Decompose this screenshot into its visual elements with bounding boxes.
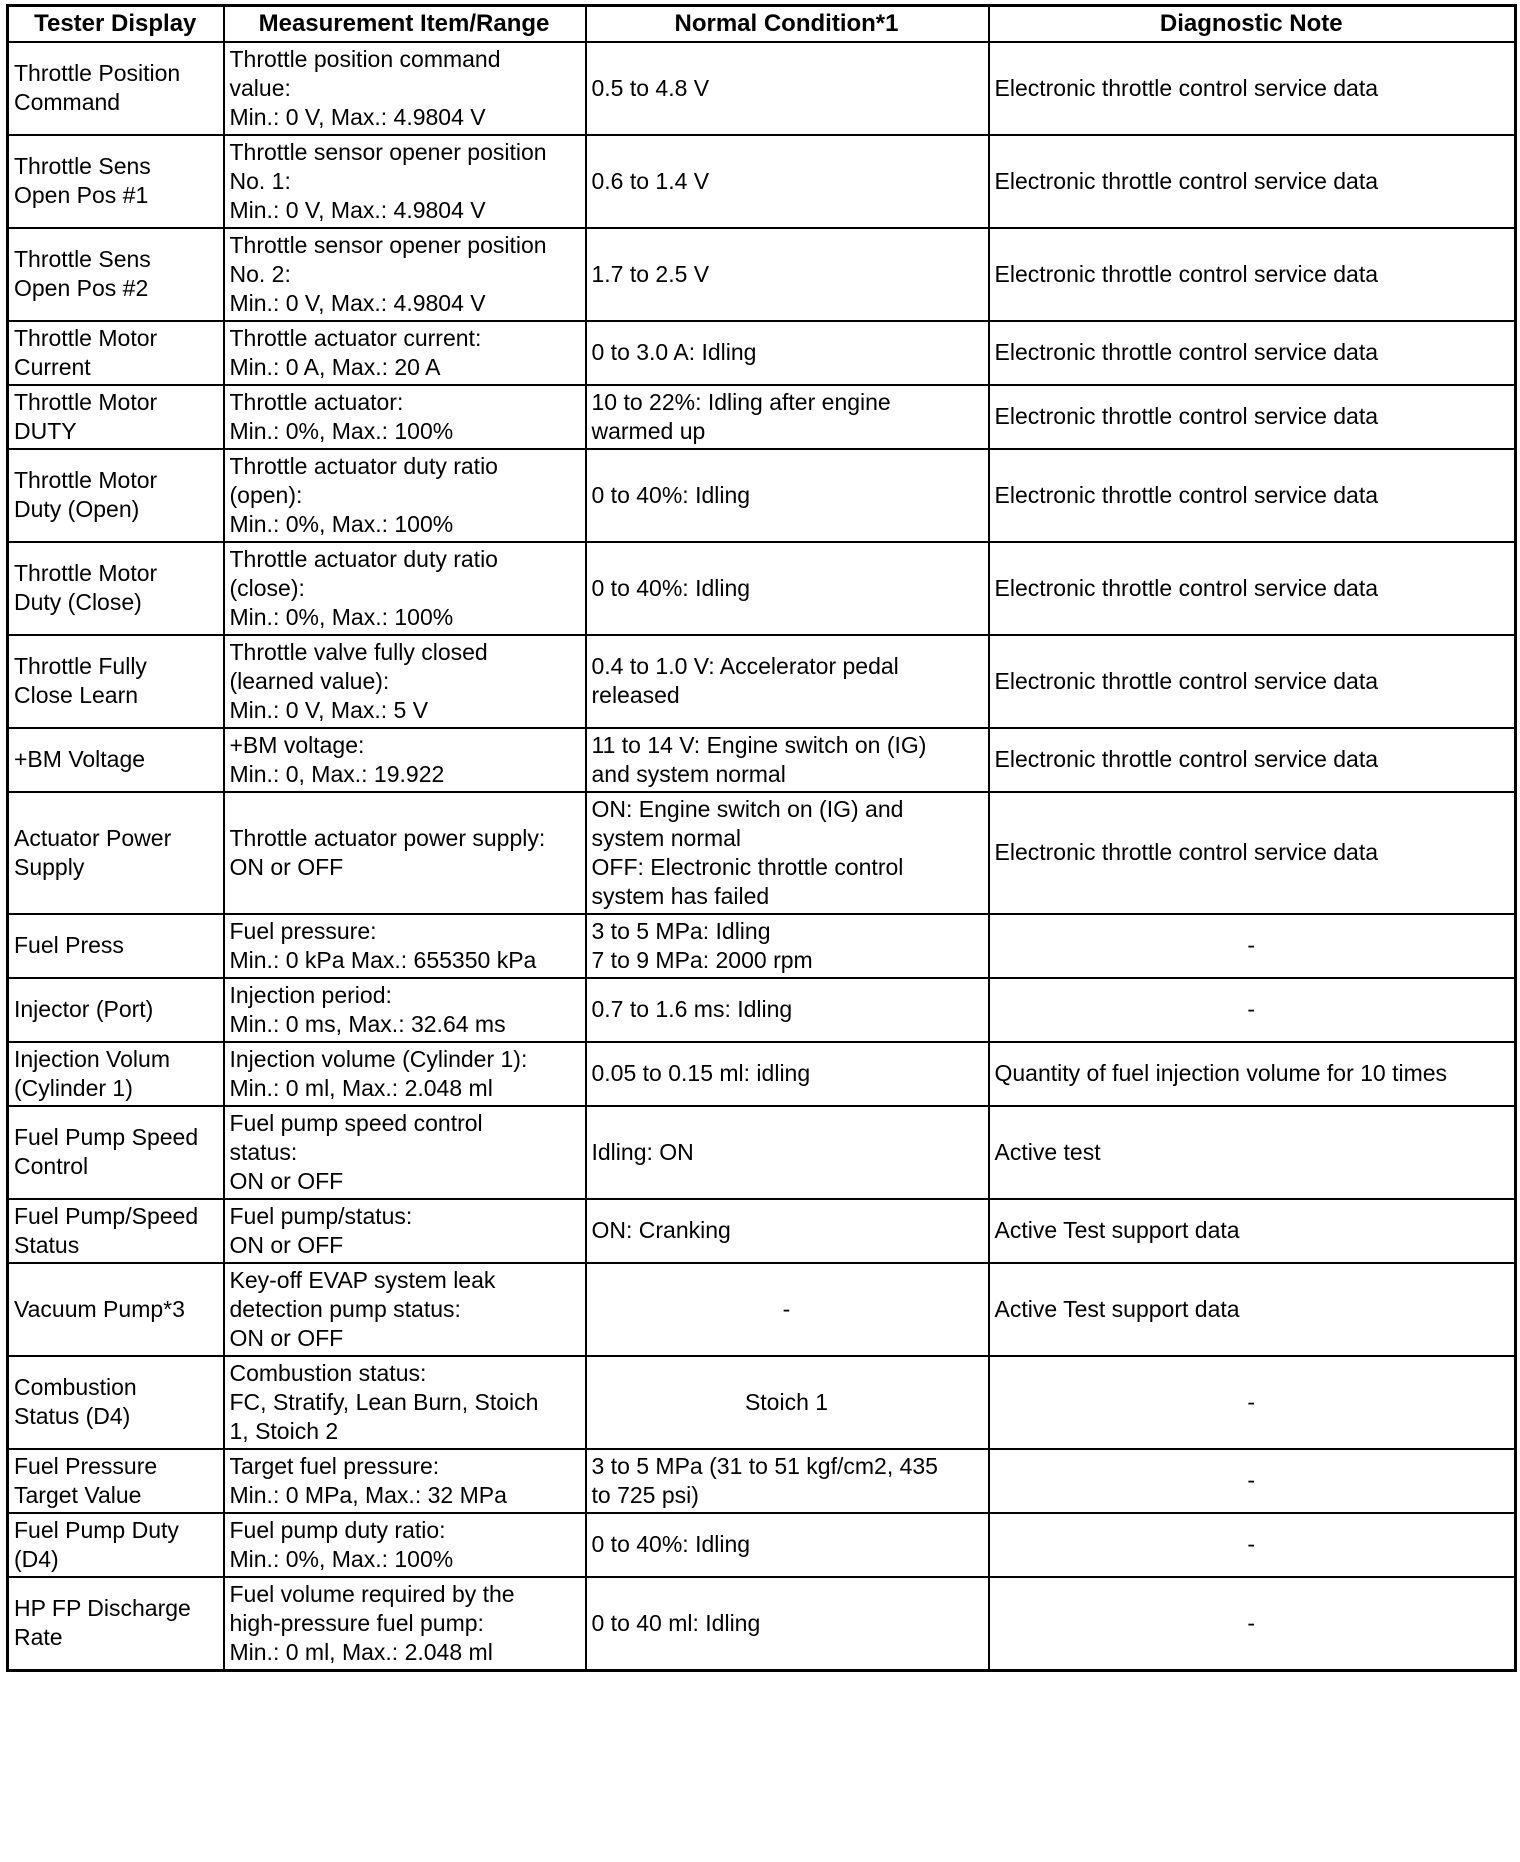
table-row <box>8 792 1516 914</box>
cell-diagnostic-note <box>989 449 1516 542</box>
cell-measurement-range <box>224 1199 586 1263</box>
cell-normal-condition <box>586 1449 989 1513</box>
cell-normal-condition <box>586 635 989 728</box>
cell-text-line: Min.: 0 kPa Max.: 655350 kPa <box>229 946 537 973</box>
cell-text-line: (open): <box>229 481 303 508</box>
table-header-row <box>8 6 1516 42</box>
cell-text-line: Electronic throttle control service data <box>994 167 1379 194</box>
cell-normal-condition <box>586 542 989 635</box>
cell-tester-display <box>8 1263 224 1356</box>
cell-measurement-range <box>224 635 586 728</box>
cell-text-line: Fuel pressure: <box>229 917 377 944</box>
cell-normal-condition <box>586 978 989 1042</box>
cell-text-line: system has failed <box>591 882 770 909</box>
cell-tester-display <box>8 792 224 914</box>
cell-text-line: Injection Volum <box>14 1045 170 1072</box>
cell-text-line: Injection volume (Cylinder 1): <box>229 1045 528 1072</box>
cell-measurement-range <box>224 728 586 792</box>
cell-diagnostic-note <box>989 1199 1516 1263</box>
cell-measurement-range <box>224 542 586 635</box>
cell-text-line: Current <box>14 353 91 380</box>
cell-text-line: Fuel Press <box>14 932 124 958</box>
table-row <box>8 42 1516 135</box>
table-row <box>8 978 1516 1042</box>
cell-text-line: Actuator Power <box>14 824 172 851</box>
cell-diagnostic-note <box>989 228 1516 321</box>
cell-text-line: 0.4 to 1.0 V: Accelerator pedal <box>591 653 899 679</box>
cell-measurement-range <box>224 1577 586 1671</box>
cell-text-line: 0.05 to 0.15 ml: idling <box>591 1060 811 1086</box>
cell-text-line: 3 to 5 MPa (31 to 51 kgf/cm2, 435 <box>591 1452 938 1479</box>
cell-tester-display <box>8 1513 224 1577</box>
header-normal-condition: Normal Condition*1 <box>586 6 989 42</box>
cell-text-line: Duty (Close) <box>14 589 142 615</box>
cell-measurement-range <box>224 1356 586 1449</box>
cell-text-line: Fuel volume required by the <box>229 1580 515 1607</box>
cell-normal-condition <box>586 1513 989 1577</box>
cell-text-line: Status (D4) <box>14 1403 131 1429</box>
cell-text-line: Target fuel pressure: <box>229 1452 440 1479</box>
cell-text-line: 10 to 22%: Idling after engine <box>591 388 891 415</box>
cell-text-line: ON or OFF <box>229 1324 344 1351</box>
cell-text-line: Throttle position command <box>229 45 501 72</box>
cell-text-line: Electronic throttle control service data <box>994 74 1379 101</box>
cell-text-line: Throttle actuator duty ratio <box>229 452 498 479</box>
cell-text-line: ON or OFF <box>229 1167 344 1194</box>
cell-measurement-range <box>224 135 586 228</box>
cell-tester-display <box>8 42 224 135</box>
cell-text-line: Command <box>14 89 121 115</box>
cell-tester-display <box>8 1106 224 1199</box>
cell-text-line: Control <box>14 1153 89 1179</box>
cell-text-line: - <box>1247 932 1256 958</box>
cell-text-line: Throttle Motor <box>14 467 158 493</box>
table-row <box>8 635 1516 728</box>
cell-text-line: Throttle actuator current: <box>229 324 482 351</box>
table-row <box>8 385 1516 449</box>
cell-diagnostic-note <box>989 1106 1516 1199</box>
table-row <box>8 914 1516 978</box>
cell-text-line: Min.: 0 MPa, Max.: 32 MPa <box>229 1481 507 1508</box>
header-diagnostic-note: Diagnostic Note <box>989 6 1516 42</box>
cell-text-line: Min.: 0%, Max.: 100% <box>229 417 454 444</box>
cell-text-line: Throttle Motor <box>14 388 158 415</box>
cell-text-line: Min.: 0 V, Max.: 5 V <box>229 696 429 723</box>
cell-diagnostic-note <box>989 321 1516 385</box>
cell-text-line: HP FP Discharge <box>14 1595 191 1621</box>
cell-text-line: Throttle Position <box>14 60 181 86</box>
cell-tester-display <box>8 1356 224 1449</box>
cell-text-line: Open Pos #2 <box>14 275 149 301</box>
cell-text-line: FC, Stratify, Lean Burn, Stoich <box>229 1388 539 1415</box>
cell-tester-display <box>8 914 224 978</box>
cell-text-line: Status <box>14 1231 80 1258</box>
cell-tester-display <box>8 728 224 792</box>
table-row <box>8 1042 1516 1106</box>
cell-text-line: 1, Stoich 2 <box>229 1417 339 1444</box>
cell-text-line: Min.: 0 ml, Max.: 2.048 ml <box>229 1638 493 1665</box>
cell-text-line: Duty (Open) <box>14 496 140 522</box>
cell-text-line: ON or OFF <box>229 853 344 880</box>
cell-text-line: 0.7 to 1.6 ms: Idling <box>591 996 793 1022</box>
cell-normal-condition <box>586 228 989 321</box>
cell-text-line: Throttle actuator: <box>229 388 404 415</box>
cell-text-line: Fuel Pump Speed <box>14 1124 199 1150</box>
table-row <box>8 542 1516 635</box>
cell-text-line: 0 to 40%: Idling <box>591 481 751 508</box>
cell-text-line: +BM Voltage <box>14 746 146 772</box>
cell-normal-condition <box>586 385 989 449</box>
cell-measurement-range <box>224 321 586 385</box>
data-list-table <box>6 4 1517 1672</box>
cell-normal-condition <box>586 1199 989 1263</box>
cell-text-line: - <box>1247 1609 1256 1636</box>
cell-text-line: Min.: 0 ml, Max.: 2.048 ml <box>229 1074 493 1101</box>
cell-text-line: No. 1: <box>229 167 291 194</box>
cell-diagnostic-note <box>989 1449 1516 1513</box>
cell-text-line: warmed up <box>591 417 706 444</box>
cell-text-line: Min.: 0 A, Max.: 20 A <box>229 353 441 380</box>
cell-measurement-range <box>224 978 586 1042</box>
cell-normal-condition <box>586 1042 989 1106</box>
cell-text-line: (D4) <box>14 1545 59 1572</box>
cell-diagnostic-note <box>989 978 1516 1042</box>
cell-text-line: No. 2: <box>229 260 291 287</box>
cell-text-line: Stoich 1 <box>744 1388 829 1415</box>
table-row <box>8 135 1516 228</box>
cell-measurement-range <box>224 792 586 914</box>
cell-text-line: - <box>1247 1467 1256 1493</box>
cell-measurement-range <box>224 449 586 542</box>
cell-text-line: 7 to 9 MPa: 2000 rpm <box>591 946 813 973</box>
cell-text-line: 11 to 14 V: Engine switch on (IG) <box>591 731 927 758</box>
table-body <box>8 42 1516 1671</box>
cell-text-line: Min.: 0 V, Max.: 4.9804 V <box>229 103 486 130</box>
cell-text-line: OFF: Electronic throttle control <box>591 853 904 880</box>
cell-text-line: ON: Cranking <box>591 1217 731 1243</box>
cell-tester-display <box>8 135 224 228</box>
cell-diagnostic-note <box>989 1263 1516 1356</box>
cell-text-line: 1.7 to 2.5 V <box>591 260 710 287</box>
cell-tester-display <box>8 978 224 1042</box>
cell-text-line: Min.: 0%, Max.: 100% <box>229 1545 454 1572</box>
cell-tester-display <box>8 1042 224 1106</box>
cell-text-line: to 725 psi) <box>591 1481 699 1508</box>
header-tester-display: Tester Display <box>8 6 224 42</box>
cell-text-line: Min.: 0 V, Max.: 4.9804 V <box>229 289 486 316</box>
cell-text-line: status: <box>229 1138 298 1165</box>
cell-text-line: Min.: 0%, Max.: 100% <box>229 510 454 537</box>
cell-text-line: Electronic throttle control service data <box>994 481 1379 508</box>
cell-text-line: Fuel pump/status: <box>229 1202 413 1229</box>
cell-measurement-range <box>224 1513 586 1577</box>
cell-normal-condition <box>586 1356 989 1449</box>
cell-diagnostic-note <box>989 1356 1516 1449</box>
cell-tester-display <box>8 449 224 542</box>
cell-diagnostic-note <box>989 135 1516 228</box>
cell-text-line: - <box>1247 1531 1256 1557</box>
cell-text-line: DUTY <box>14 417 77 444</box>
cell-text-line: Electronic throttle control service data <box>994 339 1379 365</box>
cell-text-line: Injection period: <box>229 981 392 1008</box>
cell-text-line: - <box>782 1295 791 1322</box>
cell-text-line: Combustion status: <box>229 1359 427 1386</box>
cell-text-line: Min.: 0%, Max.: 100% <box>229 603 454 630</box>
table-row <box>8 1577 1516 1671</box>
cell-diagnostic-note <box>989 1042 1516 1106</box>
cell-text-line: Min.: 0, Max.: 19.922 <box>229 760 445 787</box>
cell-text-line: value: <box>229 74 291 101</box>
cell-normal-condition <box>586 728 989 792</box>
cell-text-line: (Cylinder 1) <box>14 1074 133 1101</box>
cell-diagnostic-note <box>989 914 1516 978</box>
cell-text-line: Throttle Motor <box>14 560 158 586</box>
cell-text-line: Rate <box>14 1624 63 1650</box>
cell-normal-condition <box>586 1263 989 1356</box>
cell-text-line: Throttle sensor opener position <box>229 231 547 258</box>
cell-normal-condition <box>586 42 989 135</box>
cell-text-line: Active test <box>994 1138 1101 1165</box>
table-row <box>8 1263 1516 1356</box>
cell-normal-condition <box>586 1106 989 1199</box>
cell-measurement-range <box>224 1263 586 1356</box>
cell-text-line: Electronic throttle control service data <box>994 746 1379 772</box>
cell-text-line: Electronic throttle control service data <box>994 260 1379 287</box>
table-row <box>8 449 1516 542</box>
cell-text-line: - <box>1247 996 1256 1022</box>
cell-measurement-range <box>224 1106 586 1199</box>
cell-text-line: Close Learn <box>14 682 139 708</box>
cell-text-line: Throttle valve fully closed <box>229 638 488 665</box>
cell-text-line: (learned value): <box>229 667 390 694</box>
cell-diagnostic-note <box>989 1513 1516 1577</box>
cell-text-line: Idling: ON <box>591 1138 694 1165</box>
cell-diagnostic-note <box>989 42 1516 135</box>
cell-text-line: 0 to 40%: Idling <box>591 1531 751 1557</box>
cell-tester-display <box>8 542 224 635</box>
cell-text-line: Open Pos #1 <box>14 182 149 208</box>
cell-text-line: Electronic throttle control service data <box>994 574 1379 601</box>
cell-diagnostic-note <box>989 728 1516 792</box>
cell-text-line: Supply <box>14 853 85 880</box>
cell-text-line: Vacuum Pump*3 <box>14 1295 185 1322</box>
cell-text-line: Active Test support data <box>994 1217 1240 1243</box>
cell-text-line: Throttle Fully <box>14 653 147 679</box>
cell-normal-condition <box>586 1577 989 1671</box>
cell-text-line: Target Value <box>14 1481 142 1508</box>
table-row <box>8 228 1516 321</box>
cell-text-line: Throttle sensor opener position <box>229 138 547 165</box>
table-row <box>8 728 1516 792</box>
cell-text-line: Fuel pump speed control <box>229 1109 483 1136</box>
cell-text-line: system normal <box>591 824 742 851</box>
cell-text-line: ON: Engine switch on (IG) and <box>591 795 904 822</box>
cell-text-line: Fuel Pump/Speed <box>14 1202 199 1229</box>
cell-measurement-range <box>224 1449 586 1513</box>
table-row <box>8 321 1516 385</box>
cell-text-line: Fuel pump duty ratio: <box>229 1516 446 1543</box>
cell-text-line: +BM voltage: <box>229 731 365 758</box>
cell-diagnostic-note <box>989 635 1516 728</box>
cell-text-line: Injector (Port) <box>14 996 154 1022</box>
cell-text-line: ON or OFF <box>229 1231 344 1258</box>
document-page <box>6 4 1517 1672</box>
cell-text-line: and system normal <box>591 760 786 787</box>
cell-text-line: Throttle actuator power supply: <box>229 824 546 851</box>
cell-text-line: (close): <box>229 574 305 601</box>
cell-text-line: Active Test support data <box>994 1295 1240 1322</box>
cell-text-line: Throttle actuator duty ratio <box>229 545 498 572</box>
cell-measurement-range <box>224 1042 586 1106</box>
cell-text-line: 0 to 3.0 A: Idling <box>591 339 757 365</box>
cell-text-line: 0 to 40%: Idling <box>591 574 751 601</box>
cell-text-line: Throttle Motor <box>14 324 158 351</box>
table-row <box>8 1513 1516 1577</box>
cell-measurement-range <box>224 385 586 449</box>
cell-tester-display <box>8 1199 224 1263</box>
cell-text-line: 0.5 to 4.8 V <box>591 74 710 101</box>
cell-diagnostic-note <box>989 1577 1516 1671</box>
cell-measurement-range <box>224 42 586 135</box>
header-measurement-range: Measurement Item/Range <box>224 6 586 42</box>
cell-text-line: detection pump status: <box>229 1295 461 1322</box>
cell-text-line: Quantity of fuel injection volume for 10 times <box>994 1060 1448 1086</box>
cell-text-line: Throttle Sens <box>14 153 151 179</box>
cell-text-line: released <box>591 682 680 708</box>
cell-text-line: Combustion <box>14 1374 137 1400</box>
cell-text-line: - <box>1247 1388 1256 1415</box>
cell-tester-display <box>8 1449 224 1513</box>
cell-text-line: 0.6 to 1.4 V <box>591 167 710 194</box>
table-row <box>8 1356 1516 1449</box>
cell-text-line: high-pressure fuel pump: <box>229 1609 484 1636</box>
cell-text-line: Throttle Sens <box>14 246 151 272</box>
cell-diagnostic-note <box>989 542 1516 635</box>
cell-text-line: Key-off EVAP system leak <box>229 1266 496 1293</box>
cell-tester-display <box>8 385 224 449</box>
cell-normal-condition <box>586 449 989 542</box>
cell-tester-display <box>8 228 224 321</box>
table-row <box>8 1199 1516 1263</box>
cell-text-line: Fuel Pump Duty <box>14 1516 179 1543</box>
cell-text-line: 3 to 5 MPa: Idling <box>591 917 771 944</box>
table-row <box>8 1449 1516 1513</box>
cell-tester-display <box>8 1577 224 1671</box>
cell-tester-display <box>8 321 224 385</box>
cell-text-line: Electronic throttle control service data <box>994 839 1379 865</box>
cell-normal-condition <box>586 792 989 914</box>
cell-text-line: Fuel Pressure <box>14 1452 158 1479</box>
table-row <box>8 1106 1516 1199</box>
cell-measurement-range <box>224 914 586 978</box>
cell-diagnostic-note <box>989 792 1516 914</box>
cell-normal-condition <box>586 914 989 978</box>
cell-measurement-range <box>224 228 586 321</box>
cell-text-line: Electronic throttle control service data <box>994 403 1379 429</box>
cell-diagnostic-note <box>989 385 1516 449</box>
cell-text-line: Electronic throttle control service data <box>994 667 1379 694</box>
cell-normal-condition <box>586 135 989 228</box>
cell-text-line: Min.: 0 ms, Max.: 32.64 ms <box>229 1010 506 1037</box>
cell-text-line: 0 to 40 ml: Idling <box>591 1609 761 1636</box>
cell-tester-display <box>8 635 224 728</box>
cell-normal-condition <box>586 321 989 385</box>
cell-text-line: Min.: 0 V, Max.: 4.9804 V <box>229 196 486 223</box>
